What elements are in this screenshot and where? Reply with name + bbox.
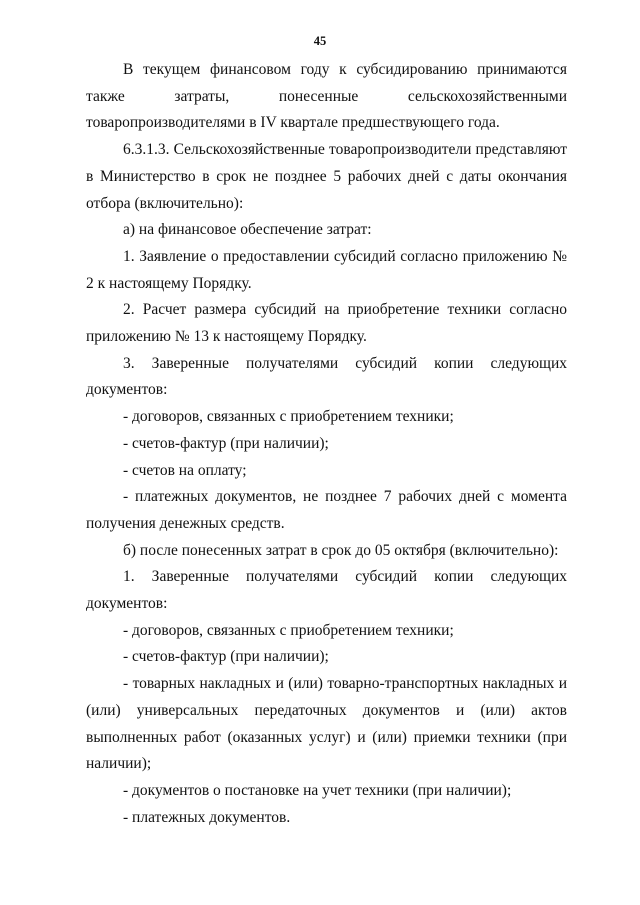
list-item: - платежных документов, не позднее 7 рабочих дней с момента получения денежных средств. (86, 488, 567, 532)
list-item: - договоров, связанных с приобретением техники; (123, 621, 454, 639)
document-body (86, 57, 567, 831)
list-item: - платежных документов. (123, 808, 291, 826)
list-item: - документов о постановке на учет техники (при наличии); (123, 781, 512, 799)
paragraph: В текущем финансовом году к субсидированию принимаются также затраты, понесенные сельскохозяйственными товаропроизводителями в IV квартале предшествующего года. (86, 61, 567, 132)
list-item: - счетов-фактур (при наличии); (123, 434, 329, 452)
list-item: 3. Заверенные получателями субсидий копии следующих документов: (86, 354, 567, 399)
list-item: - товарных накладных и (или) товарно-транспортных накладных и (или) универсальных передаточных документов и (или) актов выполненных работ (оказанных услуг) и (или) приемки техники (при наличии); (86, 675, 567, 773)
page-number: 45 (313, 34, 327, 48)
list-item: 1. Заверенные получателями субсидий копии следующих документов: (86, 568, 567, 613)
list-item: а) на финансовое обеспечение затрат: (123, 221, 372, 239)
list-item: 2. Расчет размера субсидий на приобретение техники согласно приложению № 13 к настоящему Порядку. (86, 301, 567, 346)
list-item: - счетов на оплату; (123, 461, 247, 479)
list-item: - договоров, связанных с приобретением техники; (123, 408, 454, 426)
list-item: - счетов-фактур (при наличии); (123, 648, 329, 666)
list-item: 1. Заявление о предоставлении субсидий согласно приложению № 2 к настоящему Порядку. (86, 247, 567, 292)
paragraph: 6.3.1.3. Сельскохозяйственные товаропроизводители представляют в Министерство в срок не позднее 5 рабочих дней с даты окончания отбора (включительно): (86, 141, 567, 212)
list-item: б) после понесенных затрат в срок до 05 октября (включительно): (123, 541, 559, 559)
